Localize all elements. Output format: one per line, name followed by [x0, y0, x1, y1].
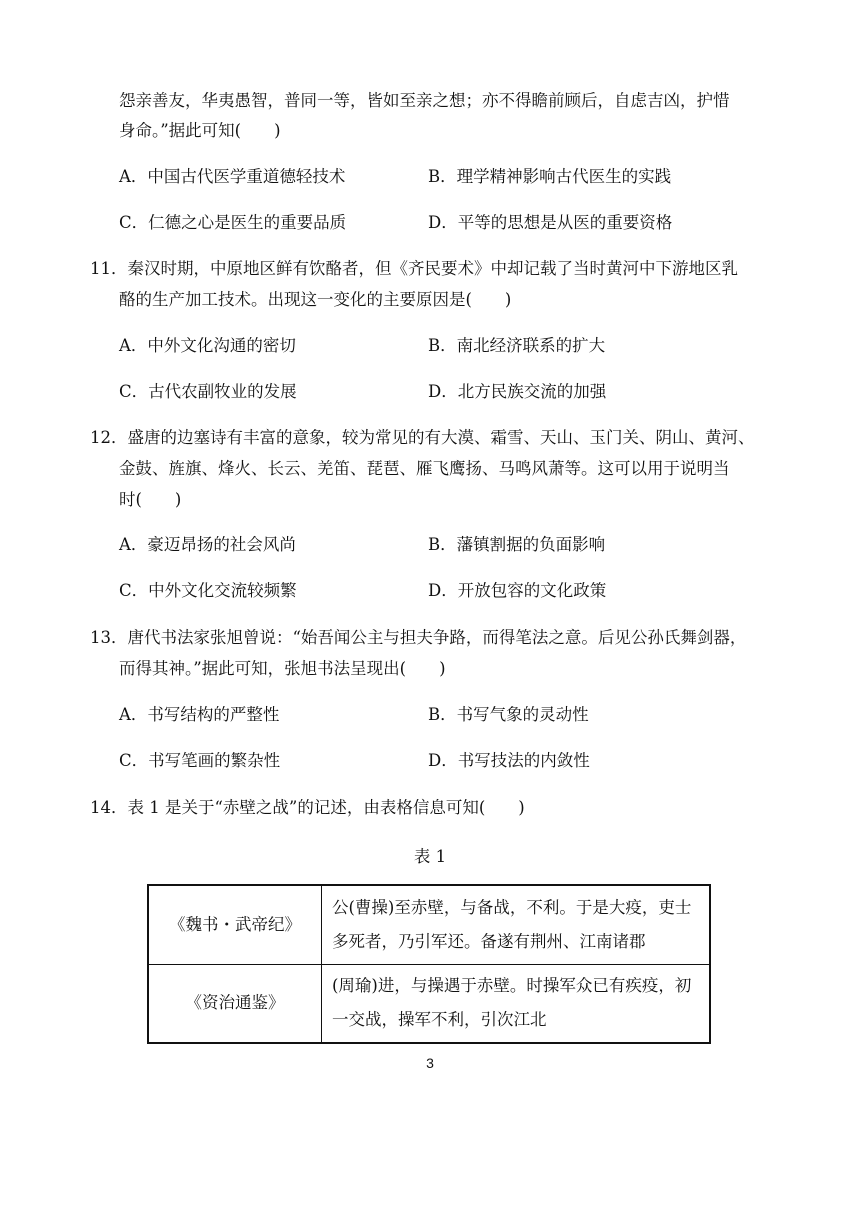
q13-option-b: B．书写气象的灵动性: [428, 705, 589, 724]
table-cell-source: 《资治通鉴》: [148, 964, 322, 1043]
q12-option-c: C．中外文化交流较频繁: [119, 581, 297, 600]
q10-text-line-2: 身命。”据此可知( ): [119, 121, 281, 140]
q11-text-line-1: 11．秦汉时期，中原地区鲜有饮酪者，但《齐民要术》中却记载了当时黄河中下游地区乳: [90, 259, 738, 278]
q12-option-a: A．豪迈昂扬的社会风尚: [119, 535, 296, 554]
table-cell-text-line: 一交战，操军不利，引次江北: [332, 1010, 547, 1030]
q11-option-d: D．北方民族交流的加强: [428, 382, 607, 401]
q13-option-d: D．书写技法的内敛性: [428, 751, 590, 770]
q11-text-line-2: 酪的生产加工技术。出现这一变化的主要原因是( ): [119, 290, 512, 309]
page-number: 3: [426, 1055, 434, 1071]
q12-option-d: D．开放包容的文化政策: [428, 581, 607, 600]
q10-option-d: D．平等的思想是从医的重要资格: [428, 213, 673, 232]
q11-option-b: B．南北经济联系的扩大: [428, 336, 606, 355]
q13-option-a: A．书写结构的严整性: [119, 705, 280, 724]
q12-text-line-2: 金鼓、旌旗、烽火、长云、羌笛、琵琶、雁飞鹰扬、马鸣风萧等。这可以用于说明当: [119, 459, 730, 478]
q10-option-b: B．理学精神影响古代医生的实践: [428, 167, 672, 186]
q10-option-c: C．仁德之心是医生的重要品质: [119, 213, 347, 232]
table-cell-text-line: 公(曹操)至赤壁，与备战，不利。于是大疫，吏士: [332, 897, 692, 917]
q12-option-b: B．藩镇割据的负面影响: [428, 535, 606, 554]
source-table: [147, 884, 711, 1044]
table-row: [148, 964, 710, 1043]
table-cell-text-line: (周瑜)进，与操遇于赤壁。时操军众已有疾疫，初: [332, 976, 692, 996]
q12-text-line-1: 12．盛唐的边塞诗有丰富的意象，较为常见的有大漠、霜雪、天山、玉门关、阴山、黄河、: [90, 428, 755, 447]
q11-option-c: C．古代农副牧业的发展: [119, 382, 297, 401]
q10-option-a: A．中国古代医学重道德轻技术: [119, 167, 346, 186]
table-cell-text: [322, 964, 711, 1043]
q10-text-line-1: 怨亲善友，华夷愚智，普同一等，皆如至亲之想；亦不得瞻前顾后，自虑吉凶，护惜: [119, 91, 730, 110]
table-cell-text: [322, 885, 711, 964]
q13-option-c: C．书写笔画的繁杂性: [119, 751, 281, 770]
q13-text-line-2: 而得其神。”据此可知，张旭书法呈现出( ): [119, 659, 446, 678]
q12-text-line-3: 时( ): [119, 490, 182, 509]
q13-text-line-1: 13．唐代书法家张旭曾说：“始吾闻公主与担夫争路，而得笔法之意。后见公孙氏舞剑器，: [90, 628, 747, 647]
q11-option-a: A．中外文化沟通的密切: [119, 336, 296, 355]
q14-text-line-1: 14．表 1 是关于“赤壁之战”的记述，由表格信息可知( ): [90, 798, 525, 817]
table-row: [148, 885, 710, 964]
table-caption: 表 1: [413, 847, 447, 866]
table-cell-source: 《魏书・武帝纪》: [148, 885, 322, 964]
table-cell-text-line: 多死者，乃引军还。备遂有荆州、江南诸郡: [332, 931, 646, 951]
